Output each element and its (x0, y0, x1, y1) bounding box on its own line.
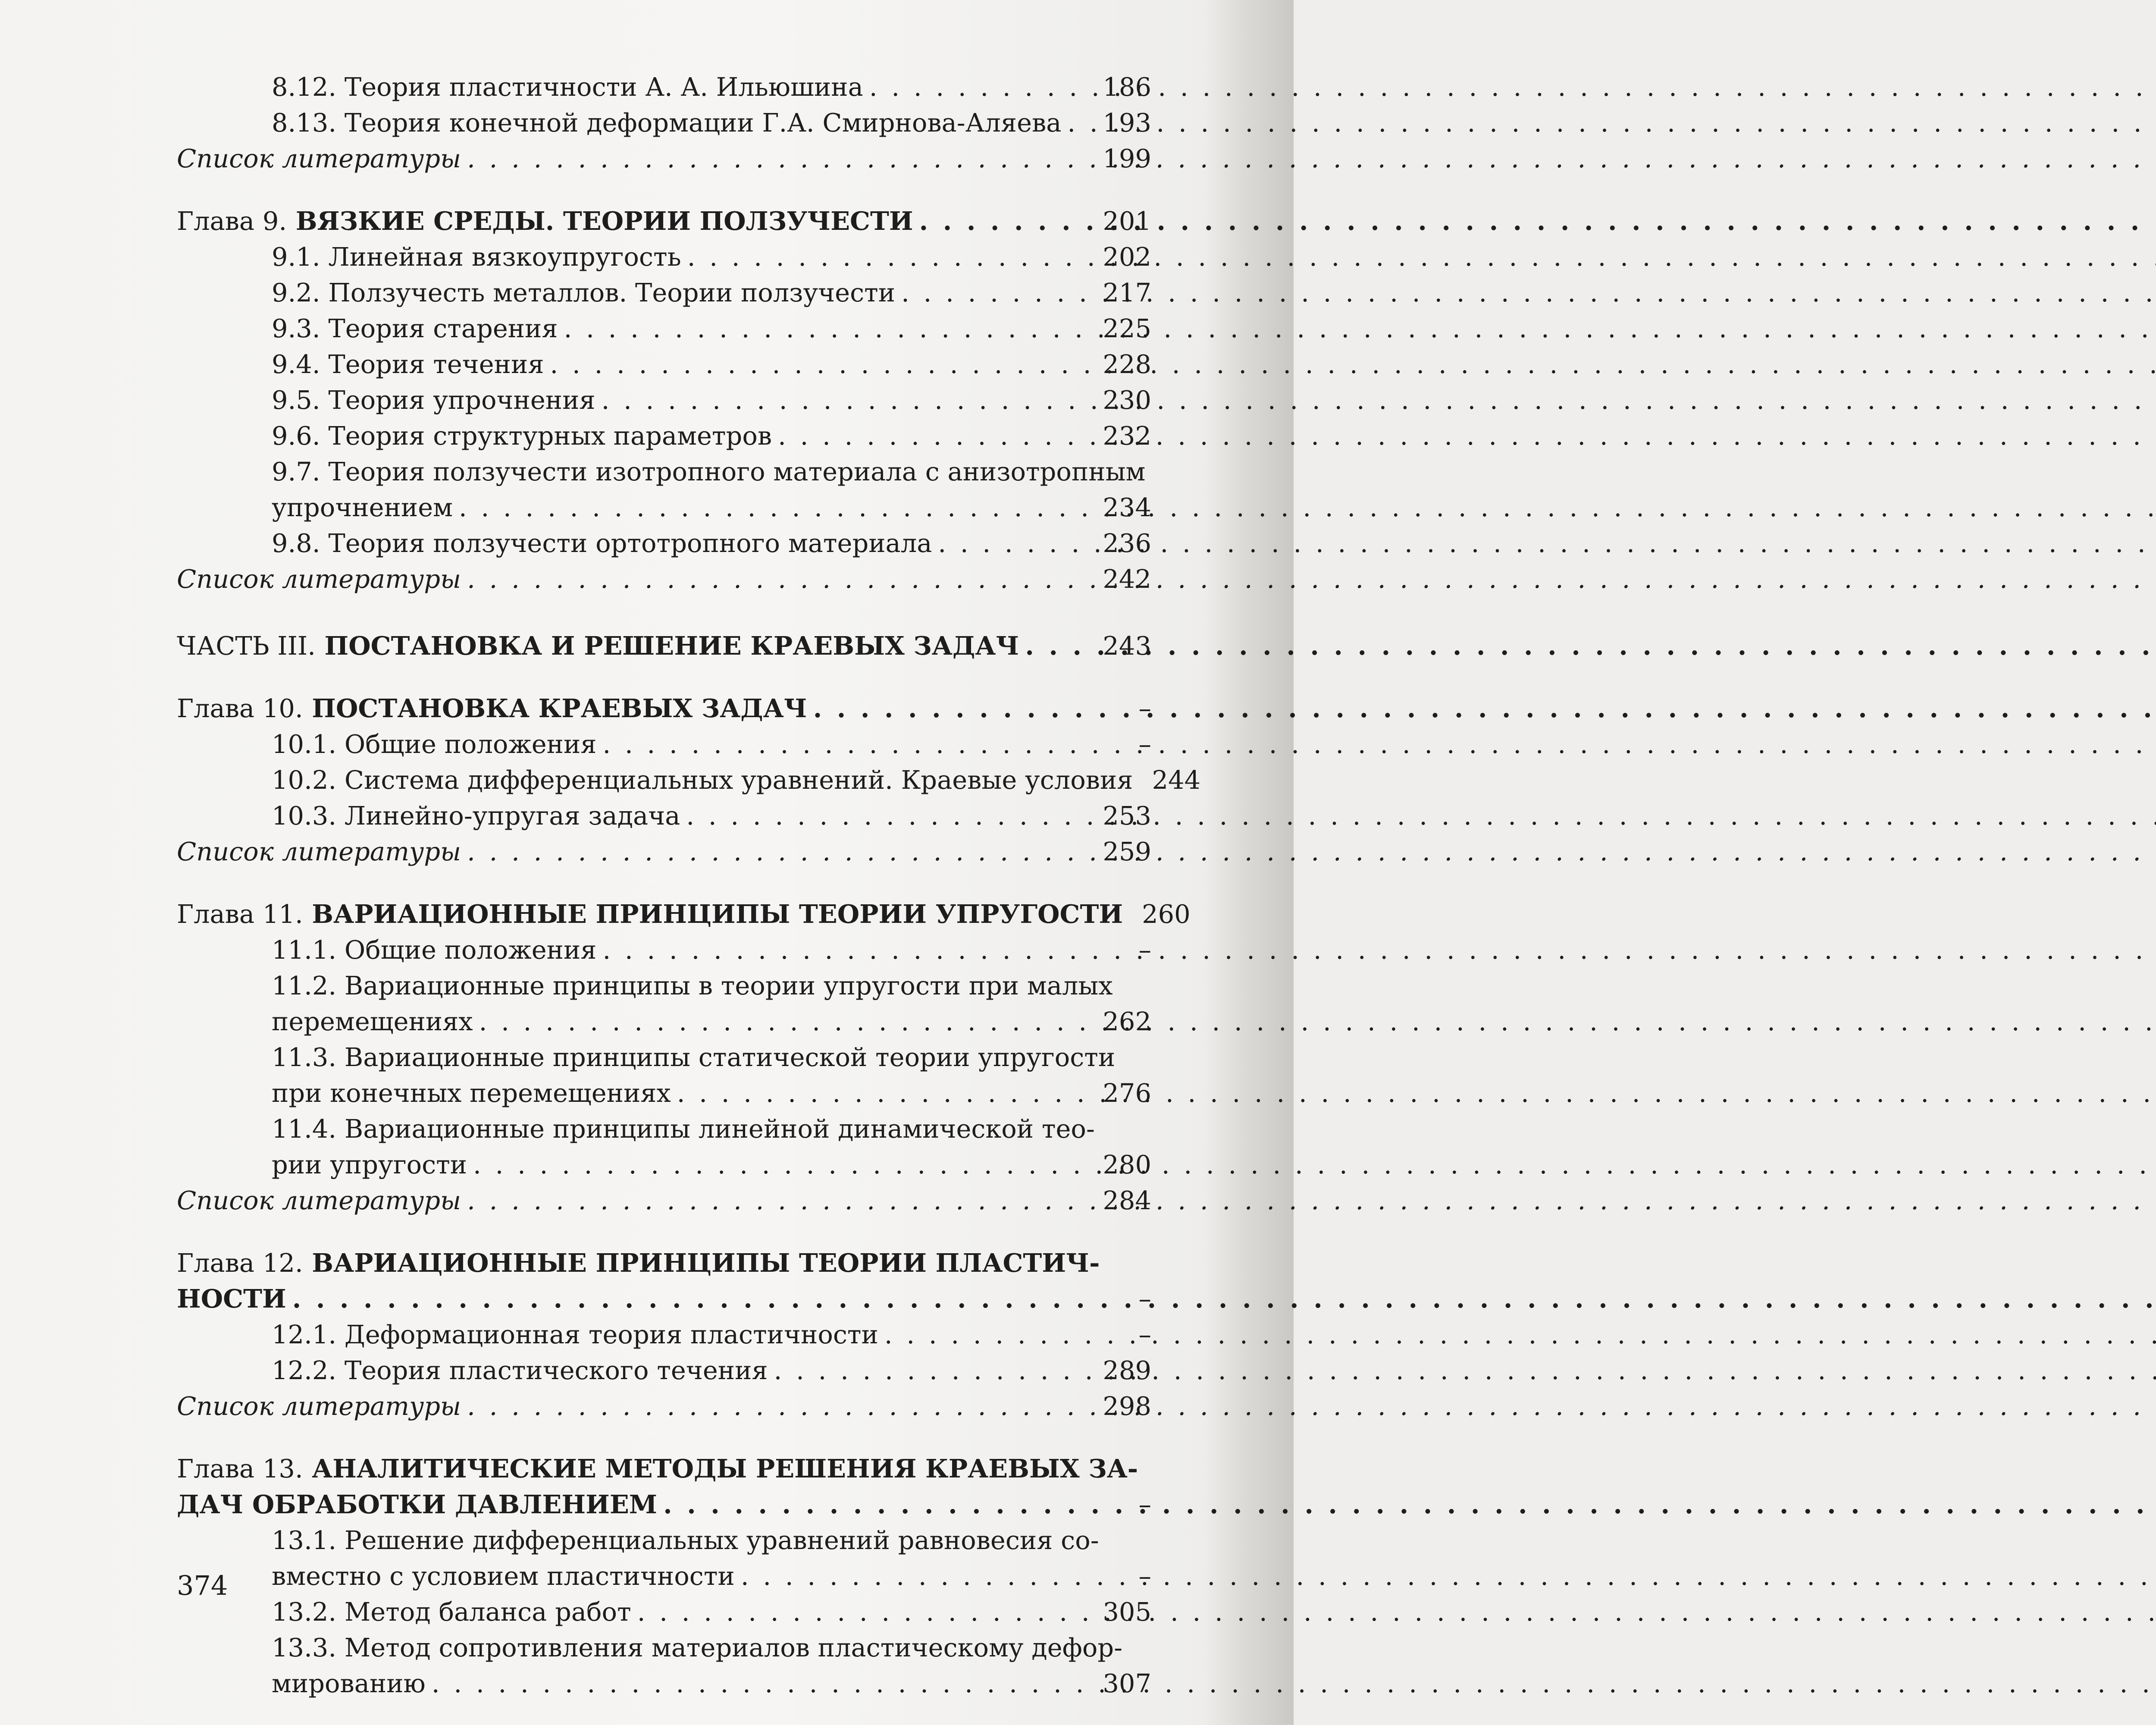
toc-chapter-entry (177, 896, 1191, 932)
toc-entry-title: перемещениях (272, 1007, 473, 1036)
toc-page-number: 259 (1103, 837, 1151, 866)
toc-entry-title: 10.2. Система дифференциальных уравнений. Краевые условия (272, 765, 1133, 795)
toc-page-number: – (1138, 693, 1151, 723)
toc-entry-title: 12.1. Деформационная теория пластичности (272, 1320, 878, 1349)
toc-section-entry (177, 1317, 1151, 1352)
toc-section-entry (177, 310, 1151, 346)
toc-bibliography-entry (177, 1388, 1151, 1424)
dot-leader (681, 239, 1094, 275)
toc-spacer (177, 176, 1151, 203)
toc-entry-title: упрочнением (272, 492, 453, 522)
toc-page-number: 260 (1142, 899, 1191, 929)
toc-chapter-entry (177, 203, 1151, 239)
toc-entry-prefix: Глава 9. (177, 206, 287, 236)
dot-leader (426, 1665, 1094, 1701)
toc-entry-title: 10.3. Линейно-упругая задача (272, 801, 680, 831)
toc-page-number: 280 (1103, 1150, 1151, 1179)
toc-page-number: 307 (1103, 1669, 1151, 1698)
toc-page-number: 230 (1103, 385, 1151, 415)
toc-section-entry (177, 932, 1151, 968)
toc-entry-title: 9.2. Ползучесть металлов. Теории ползучести (272, 278, 896, 307)
dot-leader (473, 1004, 1094, 1039)
dot-leader (595, 382, 1094, 418)
toc-entry-title-line1: ВАРИАЦИОННЫЕ ПРИНЦИПЫ ТЕОРИИ ПЛАСТИЧ- (312, 1248, 1100, 1278)
toc-entry-title: 13.2. Метод баланса работ (272, 1597, 631, 1627)
toc-section-entry (177, 525, 1151, 561)
toc-entry-title-line1: 11.2. Вариационные принципы в теории упругости при малых (272, 971, 1113, 1000)
toc-page-number: – (1138, 1320, 1151, 1349)
toc-page-number: 228 (1103, 349, 1151, 379)
toc-entry-title: 9.6. Теория структурных параметров (272, 421, 772, 451)
toc-spacer (177, 664, 1151, 690)
toc-page-number: 242 (1103, 564, 1151, 594)
toc-entry-title-line1: 11.4. Вариационные принципы линейной динамической тео- (272, 1114, 1095, 1144)
toc-section-entry (177, 1594, 1151, 1630)
toc-section-entry (177, 382, 1151, 418)
toc-section-entry (177, 762, 1201, 798)
toc-page-number: 186 (1103, 72, 1151, 102)
toc-page-number: 253 (1103, 801, 1151, 831)
dot-leader (932, 525, 1094, 561)
dot-leader (680, 798, 1094, 834)
toc-page-number: 199 (1103, 144, 1151, 173)
toc-page-number: 225 (1103, 314, 1151, 343)
dot-leader (461, 1388, 1094, 1424)
toc-entry-title: 8.12. Теория пластичности А. А. Ильюшина (272, 72, 863, 102)
toc-section-entry (177, 105, 1151, 141)
dot-leader (467, 1147, 1094, 1182)
toc-section-entry (177, 1522, 1151, 1594)
toc-page-number: 276 (1103, 1078, 1151, 1108)
dot-leader (807, 690, 1100, 726)
toc-entry-title-line1: 11.3. Вариационные принципы статической теории упругости (272, 1042, 1116, 1072)
toc-entry-title: мированию (272, 1669, 426, 1698)
toc-bibliography-entry (177, 141, 1151, 176)
dot-leader (461, 1182, 1094, 1218)
toc-page-number: 243 (1103, 631, 1151, 661)
toc-entry-title: ПОСТАНОВКА КРАЕВЫХ ЗАДАЧ (312, 693, 807, 723)
dot-leader (1019, 628, 1094, 664)
toc-entry-title: рии упругости (272, 1150, 467, 1179)
toc-entry-title: 12.2. Теория пластического течения (272, 1355, 768, 1385)
toc-spacer (177, 869, 1151, 896)
toc-section-entry (177, 1039, 1151, 1111)
toc-page-number: – (1138, 1561, 1151, 1591)
toc-chapter-entry (177, 1245, 1151, 1317)
toc-part-entry (177, 628, 1151, 664)
toc-entry-title: 9.1. Линейная вязкоупругость (272, 242, 681, 272)
toc-section-entry (177, 69, 1151, 105)
toc-chapter-entry (177, 1451, 1151, 1522)
toc-spacer (177, 597, 1151, 628)
toc-page-number: 236 (1103, 528, 1151, 558)
toc-section-entry (177, 418, 1151, 454)
dot-leader (461, 561, 1094, 597)
toc-spacer (177, 1424, 1151, 1451)
toc-section-entry (177, 968, 1151, 1039)
toc-entry-prefix: Глава 12. (177, 1248, 303, 1278)
toc-entry-title: НОСТИ (177, 1284, 286, 1314)
toc-entry-prefix: Глава 13. (177, 1454, 303, 1484)
dot-leader (878, 1317, 1100, 1352)
dot-leader (1061, 105, 1094, 141)
toc-entry-title: при конечных перемещениях (272, 1078, 671, 1108)
toc-page-number: 284 (1103, 1186, 1151, 1215)
toc-page-number: – (1138, 729, 1151, 759)
toc-page-number: 217 (1103, 278, 1151, 307)
toc-page-number: 298 (1103, 1391, 1151, 1421)
dot-leader (772, 418, 1094, 454)
toc-entry-title-line1: 13.3. Метод сопротивления материалов пластическому дефор- (272, 1633, 1123, 1662)
toc-section-entry (177, 346, 1151, 382)
toc-entry-title-line1: 13.1. Решение дифференциальных уравнений равновесия со- (272, 1525, 1099, 1555)
dot-leader (286, 1281, 1100, 1317)
dot-leader (461, 141, 1094, 176)
dot-leader (768, 1352, 1094, 1388)
toc-page-number: 201 (1103, 206, 1151, 236)
dot-leader (657, 1487, 1100, 1522)
dot-leader (735, 1558, 1100, 1594)
toc-bibliography-entry (177, 834, 1151, 869)
toc-entry-title: Список литературы (177, 1186, 461, 1215)
dot-leader (913, 203, 1094, 239)
toc-entry-title: Список литературы (177, 837, 461, 866)
toc-entry-title: 9.5. Теория упрочнения (272, 385, 595, 415)
toc-page-number: – (1138, 935, 1151, 965)
toc-entry-prefix: Глава 11. (177, 899, 303, 929)
toc-entry-title: ПОСТАНОВКА И РЕШЕНИЕ КРАЕВЫХ ЗАДАЧ (324, 631, 1019, 661)
page-number: 374 (177, 1570, 228, 1601)
dot-leader (895, 275, 1094, 310)
toc-section-entry (177, 1352, 1151, 1388)
toc-bibliography-entry (177, 561, 1151, 597)
toc-page-number: 262 (1103, 1007, 1151, 1036)
toc-section-entry (177, 275, 1151, 310)
toc-spacer (177, 1218, 1151, 1245)
dot-leader (558, 310, 1094, 346)
toc-entry-prefix: ЧАСТЬ III. (177, 631, 316, 661)
toc-page-number: 289 (1103, 1355, 1151, 1385)
toc-page-number: 193 (1103, 108, 1151, 138)
dot-leader (597, 932, 1100, 968)
toc-entry-title: ДАЧ ОБРАБОТКИ ДАВЛЕНИЕМ (177, 1490, 658, 1519)
toc-entry-title: 11.1. Общие положения (272, 935, 597, 965)
toc-entry-title: 9.3. Теория старения (272, 314, 558, 343)
toc-page-number: 244 (1152, 765, 1201, 795)
toc-chapter-entry (177, 690, 1151, 726)
toc-entry-title: ВЯЗКИЕ СРЕДЫ. ТЕОРИИ ПОЛЗУЧЕСТИ (295, 206, 913, 236)
toc-entry-title-line1: 9.7. Теория ползучести изотропного материала с анизотропным (272, 457, 1146, 486)
dot-leader (453, 489, 1094, 525)
toc-page-number: – (1138, 1284, 1151, 1314)
toc-entry-title: Список литературы (177, 144, 461, 173)
toc-bibliography-entry (177, 1182, 1151, 1218)
toc-section-entry (177, 1630, 1151, 1701)
toc-entry-title: 8.13. Теория конечной деформации Г.А. Смирнова-Аляева (272, 108, 1062, 138)
toc-section-entry (177, 454, 1151, 525)
toc-page-number: – (1138, 1490, 1151, 1519)
toc-section-entry (177, 798, 1151, 834)
toc-page-number: 232 (1103, 421, 1151, 451)
dot-leader (544, 346, 1094, 382)
toc-entry-title: Список литературы (177, 564, 461, 594)
toc-entry-prefix: Глава 10. (177, 693, 303, 723)
toc-entry-title: 9.4. Теория течения (272, 349, 544, 379)
dot-leader (461, 834, 1094, 869)
dot-leader (631, 1594, 1094, 1630)
dot-leader (597, 726, 1100, 762)
toc-page-number: 202 (1103, 242, 1151, 272)
dot-leader (863, 69, 1094, 105)
toc-section-entry (177, 726, 1151, 762)
toc-page-number: 305 (1103, 1597, 1151, 1627)
toc-entry-title: Список литературы (177, 1391, 461, 1421)
toc-entry-title: вместно с условием пластичности (272, 1561, 735, 1591)
toc-section-entry (177, 1111, 1151, 1182)
toc-entry-title-line1: АНАЛИТИЧЕСКИЕ МЕТОДЫ РЕШЕНИЯ КРАЕВЫХ ЗА- (312, 1454, 1138, 1484)
toc-page-number: 234 (1103, 492, 1151, 522)
toc-entry-title: ВАРИАЦИОННЫЕ ПРИНЦИПЫ ТЕОРИИ УПРУГОСТИ (312, 899, 1123, 929)
toc-section-entry (177, 239, 1151, 275)
toc-entry-title: 10.1. Общие положения (272, 729, 597, 759)
table-of-contents (177, 69, 1201, 1701)
toc-entry-title: 9.8. Теория ползучести ортотропного материала (272, 528, 932, 558)
dot-leader (671, 1075, 1094, 1111)
